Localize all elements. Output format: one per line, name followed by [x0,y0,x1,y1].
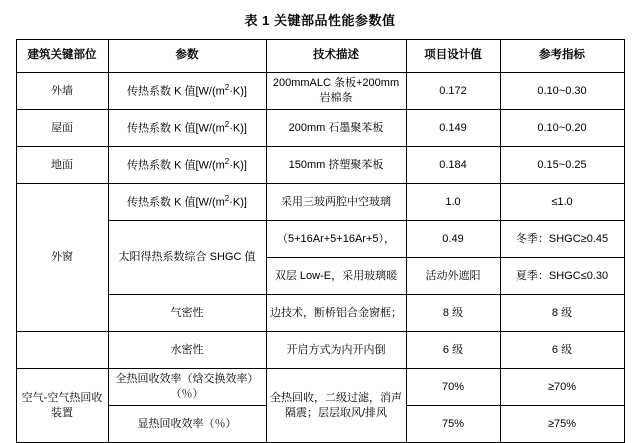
cell-desc-heat-recovery: 全热回收，二级过滤，消声隔震；层层取风/排风 [266,369,406,443]
cell-ref-total-heat-recovery: ≥70% [500,369,624,406]
cell-ref-window-shgc-summer: 夏季：SHGC≤0.30 [500,258,624,295]
cell-desc-window-5: 开启方式为内开内倒 [266,332,406,369]
cell-param-total-heat-recovery: 全热回收效率（焓交换效率）（％） [108,369,266,406]
key-components-parameter-table [16,39,625,443]
cell-part-wall: 外墙 [16,73,108,110]
table-row [16,184,624,221]
cell-part-window: 外窗 [16,184,108,332]
cell-param-window-shgc: 太阳得热系数综合 SHGC 值 [108,221,266,295]
cell-ref-watertightness: 6 级 [500,332,624,369]
cell-value-total-heat-recovery: 70% [406,369,500,406]
cell-value-roof: 0.149 [406,110,500,147]
cell-value-sensible-heat-recovery: 75% [406,406,500,443]
cell-ref-roof: 0.10~0.20 [500,110,624,147]
cell-part-window-empty [16,332,108,369]
table-row [16,369,624,406]
cell-desc-window-1: 采用三玻两腔中空玻璃 [266,184,406,221]
table-header-row [16,40,624,73]
cell-param-airtightness: 气密性 [108,295,266,332]
cell-value-wall: 0.172 [406,73,500,110]
cell-part-heat-recovery: 空气-空气热回收装置 [16,369,108,443]
cell-part-roof: 屋面 [16,110,108,147]
header-parameter: 参数 [108,40,266,73]
cell-value-floor: 0.184 [406,147,500,184]
cell-ref-wall: 0.10~0.30 [500,73,624,110]
cell-value-window-u: 1.0 [406,184,500,221]
header-technical-description: 技术描述 [266,40,406,73]
table-row [16,147,624,184]
cell-desc-window-3: 双层 Low-E，采用玻璃暖 [266,258,406,295]
header-project-design-value: 项目设计值 [406,40,500,73]
cell-desc-roof: 200mm 石墨聚苯板 [266,110,406,147]
cell-value-airtightness: 8 级 [406,295,500,332]
cell-desc-window-4: 边技术，断桥铝合金窗框； [266,295,406,332]
table-caption: 表 1 关键部品性能参数值 [244,13,396,28]
table-row [16,110,624,147]
header-reference-index: 参考指标 [500,40,624,73]
cell-param-roof: 传热系数 K 值$[W/(m^2\cdot K)]$ [108,110,266,147]
cell-param-floor: 传热系数 K 值$[W/(m^2\cdot K)]$ [108,147,266,184]
cell-value-window-shgc: 0.49 [406,221,500,258]
cell-desc-window-2: （5+16Ar+5+16Ar+5）， [266,221,406,258]
header-building-part: 建筑关键部位 [16,40,108,73]
cell-param-wall: 传热系数 K 值$[W/(m^2\cdot K)]$ [108,73,266,110]
cell-ref-window-shgc-winter: 冬季：SHGC≥0.45 [500,221,624,258]
table-row [16,332,624,369]
table-row [16,221,624,258]
cell-value-watertightness: 6 级 [406,332,500,369]
cell-ref-floor: 0.15~0.25 [500,147,624,184]
cell-param-sensible-heat-recovery: 显热回收效率（％） [108,406,266,443]
cell-part-floor: 地面 [16,147,108,184]
cell-param-window-u: 传热系数 K 值$[W/(m^2\cdot K)]$ [108,184,266,221]
cell-desc-floor: 150mm 挤塑聚苯板 [266,147,406,184]
table-row [16,73,624,110]
cell-ref-sensible-heat-recovery: ≥75% [500,406,624,443]
cell-param-watertightness: 水密性 [108,332,266,369]
cell-ref-window-u: ≤1.0 [500,184,624,221]
table-row [16,295,624,332]
cell-ref-airtightness: 8 级 [500,295,624,332]
cell-value-window-shading: 活动外遮阳 [406,258,500,295]
cell-desc-wall: 200mmALC 条板+200mm 岩棉条 [266,73,406,110]
